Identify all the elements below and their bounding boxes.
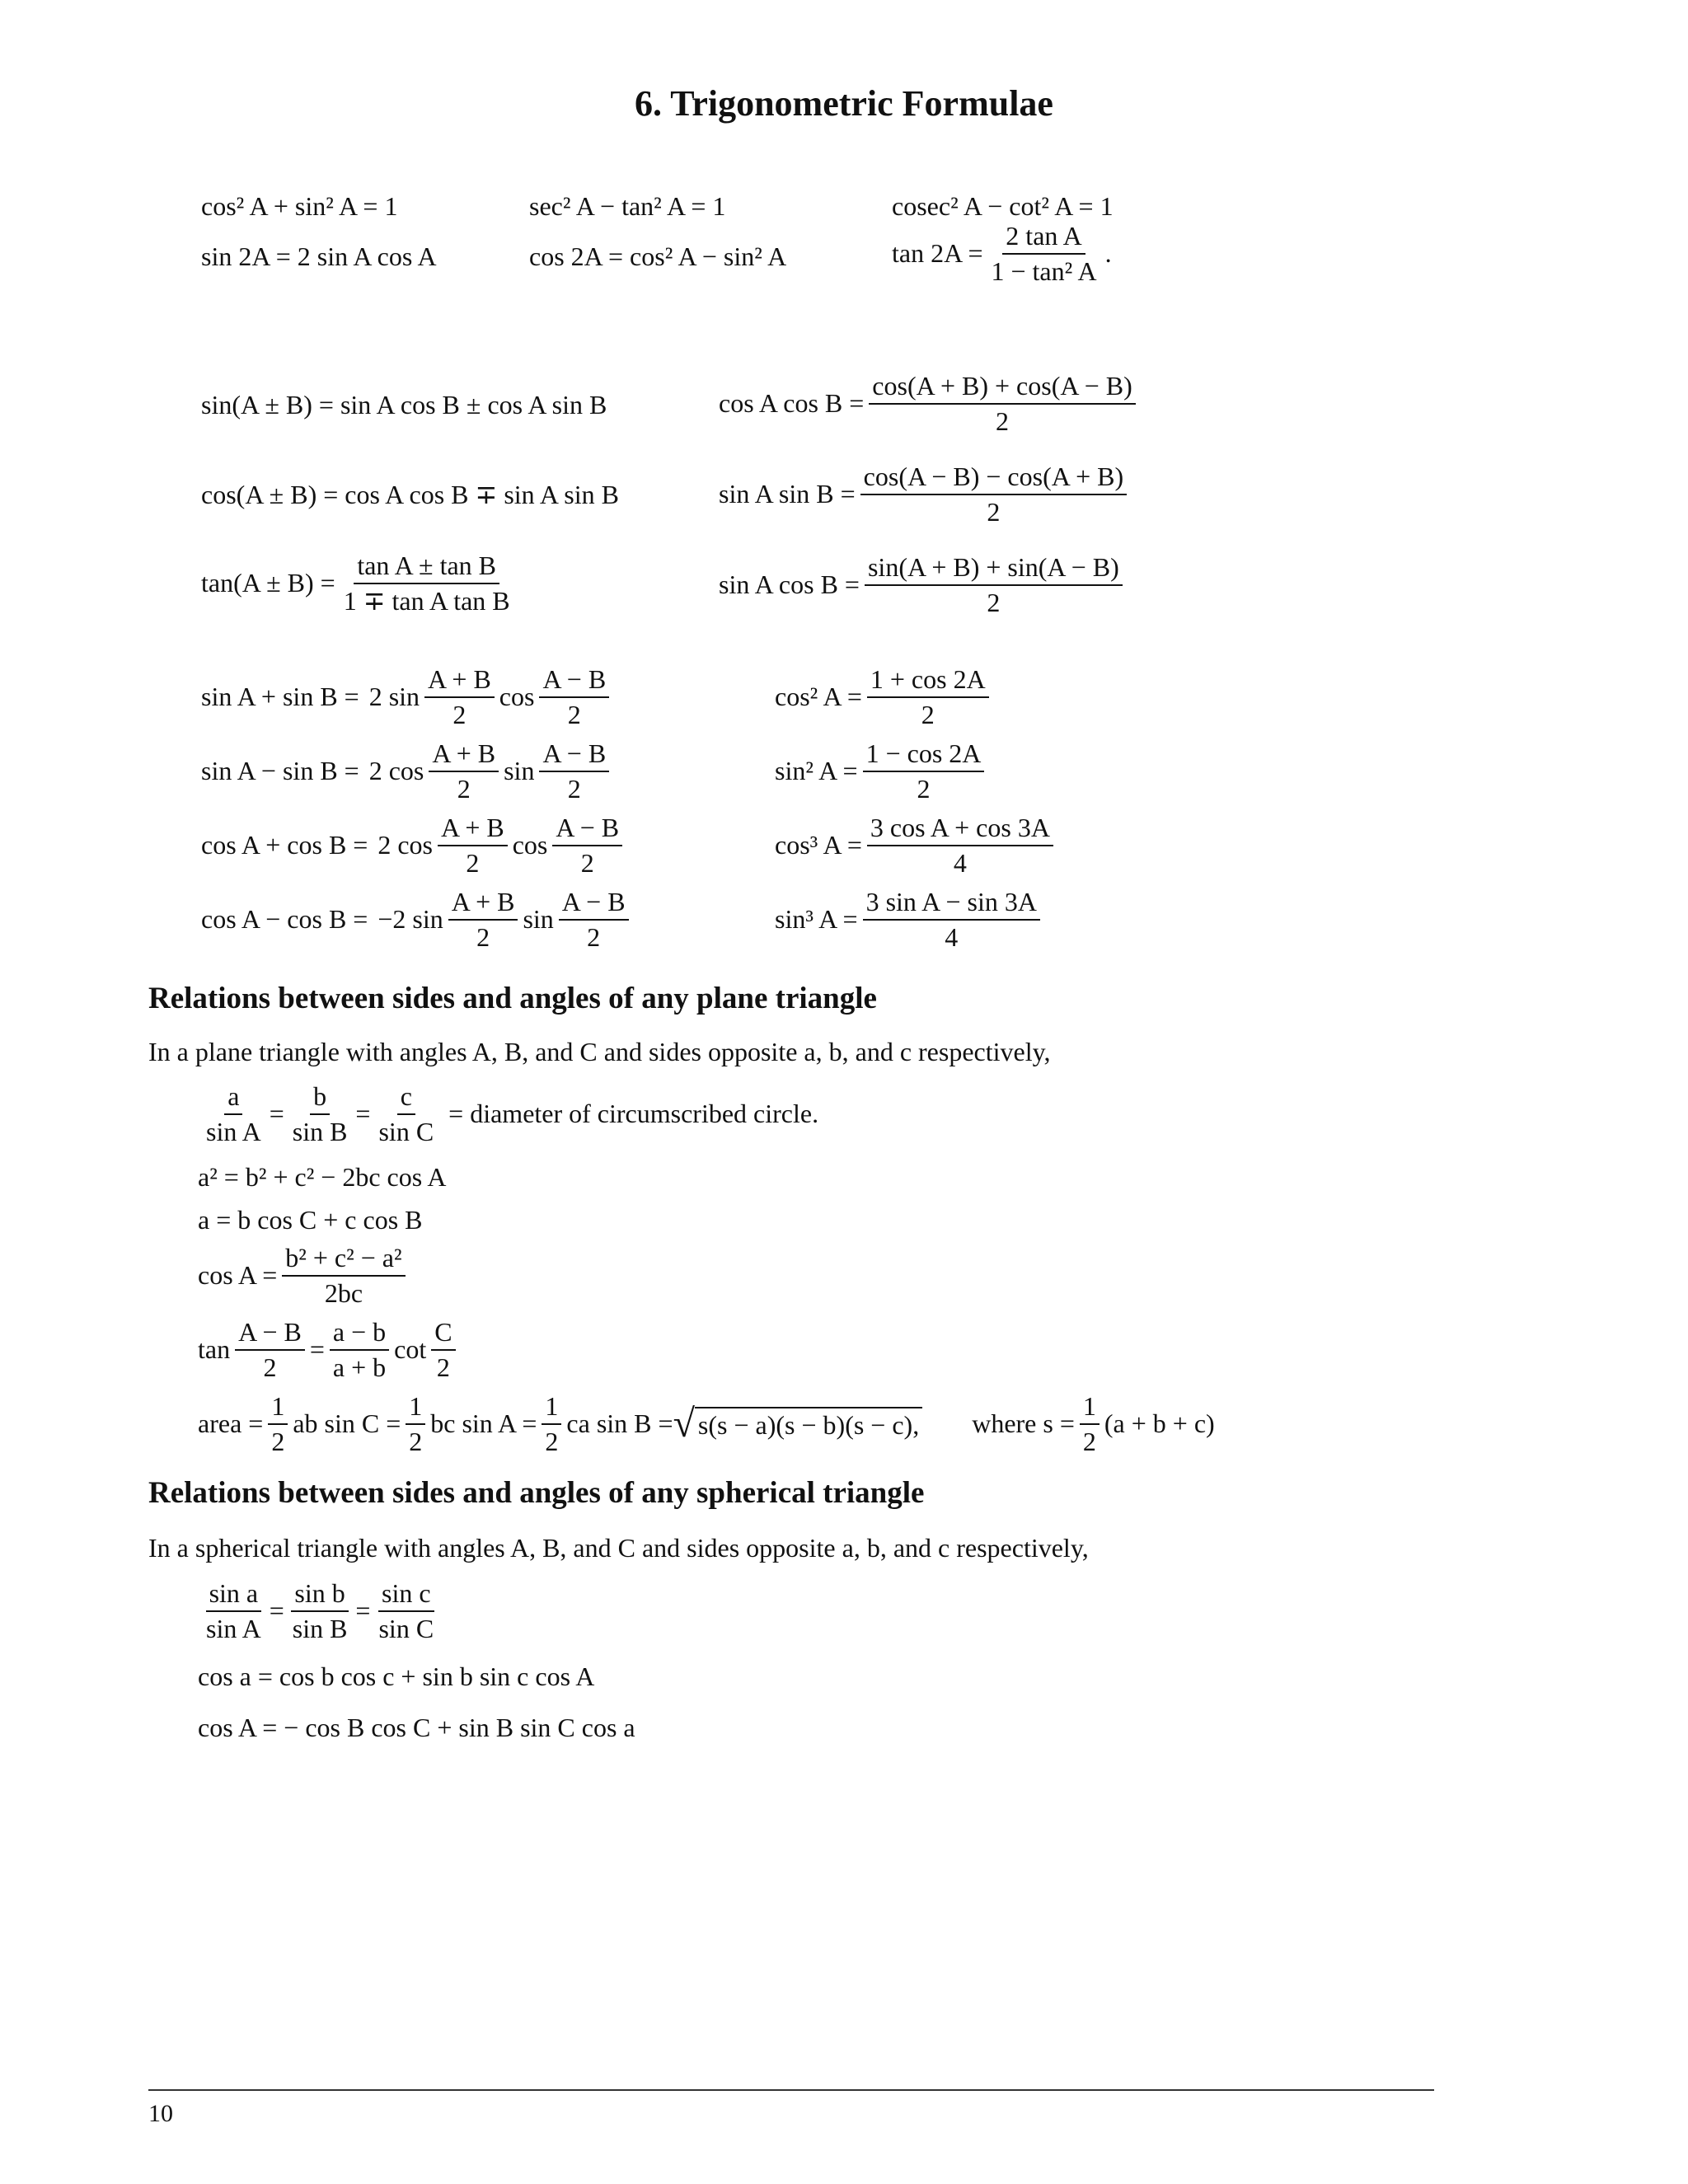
a-over-sinA — [203, 1081, 265, 1147]
power-formula — [775, 813, 1058, 879]
area-term-3: ca sin B = — [566, 1408, 673, 1439]
half-sum-fraction — [438, 813, 508, 879]
c-over-sinC — [375, 1081, 437, 1147]
sincos-numerator: sin(A + B) + sin(A − B) — [865, 552, 1123, 586]
half-sum-fraction — [424, 664, 495, 730]
half-sum-den: 2 — [452, 699, 467, 729]
half-num: 1 — [1080, 1391, 1100, 1425]
power-lhs: cos³ A = — [775, 830, 862, 860]
s2p-lhs: cos A + cos B = — [201, 830, 368, 860]
half-den: 2 — [271, 1426, 285, 1456]
s2p-coef: 2 cos — [377, 830, 433, 860]
power-den: 4 — [953, 847, 967, 878]
spherical-law-of-sines — [198, 1578, 442, 1644]
half-diff-fraction — [539, 738, 609, 804]
s2p-coef: 2 sin — [368, 682, 420, 712]
coscos-numerator: cos(A + B) + cos(A − B) — [869, 371, 1135, 405]
one-half — [542, 1391, 561, 1457]
half-diff-den: 2 — [567, 699, 581, 729]
sincos-fraction — [865, 552, 1123, 618]
sin-sum-formula: sin(A ± B) = sin A cos B ± cos A sin B — [201, 390, 607, 419]
half-den: 2 — [545, 1426, 559, 1456]
power-num: 3 cos A + cos 3A — [867, 813, 1053, 846]
cos-cos-product — [719, 371, 1141, 437]
power-fraction — [863, 887, 1040, 953]
cosA-den: 2bc — [324, 1277, 363, 1308]
where-label: where s = — [972, 1408, 1075, 1439]
sin-cos-product — [719, 552, 1128, 618]
power-fraction — [867, 664, 989, 730]
s2p-mid: cos — [512, 830, 548, 860]
sinsin-denominator: 2 — [987, 496, 1001, 527]
cosA-fraction — [282, 1243, 405, 1309]
sinsin-lhs: sin A sin B = — [719, 479, 856, 509]
coscos-fraction — [869, 371, 1135, 437]
half-den: 2 — [409, 1426, 423, 1456]
half-sum-den: 2 — [466, 847, 480, 878]
equals-sign: = — [355, 1099, 371, 1129]
tan-sum-fraction — [340, 551, 513, 616]
tan2a-denominator: 1 − tan² A — [991, 255, 1097, 286]
half-diff-num: A − B — [559, 887, 629, 921]
half-diff-angle — [235, 1317, 305, 1383]
halfC-num: C — [431, 1317, 455, 1351]
half-sum-fraction — [429, 738, 499, 804]
identity-cos2a: cos 2A = cos² A − sin² A — [529, 241, 787, 271]
law-of-tangents — [198, 1317, 461, 1383]
den-sinB: sin B — [292, 1116, 348, 1146]
power-den: 4 — [945, 921, 959, 952]
power-lhs: sin³ A = — [775, 904, 858, 935]
s2p-lhs: sin A + sin B = — [201, 682, 359, 712]
page-number: 10 — [148, 2100, 173, 2127]
power-den: 2 — [917, 773, 931, 804]
law-of-sines-tail: = diameter of circumscribed circle. — [448, 1099, 819, 1129]
half-sum-num: A + B — [429, 738, 499, 772]
plane-triangle-intro: In a plane triangle with angles A, B, and C and sides opposite a, b, and c respectively, — [148, 1037, 1051, 1066]
half-diff-den: 2 — [580, 847, 594, 878]
power-fraction — [867, 813, 1053, 879]
power-formula — [775, 738, 989, 804]
tan-sum-denominator: 1 ∓ tan A tan B — [343, 585, 510, 616]
identity-sin2a: sin 2A = 2 sin A cos A — [201, 241, 437, 271]
num-a: a — [224, 1081, 242, 1115]
half-sum-fraction — [448, 887, 518, 953]
tan2a-lhs: tan 2A = — [892, 238, 983, 269]
cot-label: cot — [394, 1334, 427, 1365]
halfC-den: 2 — [436, 1352, 450, 1382]
identity-tan2a — [892, 221, 1112, 287]
area-formula — [198, 1391, 1215, 1457]
tan2a-numerator: 2 tan A — [1002, 221, 1085, 255]
half-diff-num: A − B — [539, 738, 609, 772]
spherical-cos-angle: cos A = − cos B cos C + sin B sin C cos a — [198, 1713, 635, 1742]
s2p-coef: 2 cos — [368, 756, 424, 786]
footer-rule — [148, 2089, 1434, 2091]
side-ratio — [330, 1317, 389, 1383]
power-fraction — [863, 738, 985, 804]
b-over-sinB — [289, 1081, 351, 1147]
sinc-over-sinC — [375, 1578, 437, 1644]
num-c: c — [397, 1081, 415, 1115]
power-lhs: sin² A = — [775, 756, 858, 786]
one-half — [406, 1391, 425, 1457]
area-lhs: area = — [198, 1408, 264, 1439]
half-num: 1 — [268, 1391, 288, 1425]
num-sinc: sin c — [378, 1578, 434, 1612]
cosA-formula — [198, 1243, 410, 1309]
power-num: 1 + cos 2A — [867, 664, 989, 698]
cosA-num: b² + c² − a² — [282, 1243, 405, 1277]
half-sum-num: A + B — [448, 887, 518, 921]
sqrt-icon: √ — [673, 1402, 695, 1446]
half-diff-num: A − B — [539, 664, 609, 698]
equals-sign: = — [309, 1334, 325, 1365]
half-num: 1 — [542, 1391, 561, 1425]
half-sum-num: A + B — [438, 813, 508, 846]
sum-to-product-row — [201, 813, 627, 879]
identity-pythagorean: cos² A + sin² A = 1 — [201, 191, 398, 221]
identity-sec-tan: sec² A − tan² A = 1 — [529, 191, 726, 221]
s2p-mid: sin — [523, 904, 554, 935]
half-sum-den: 2 — [476, 921, 490, 952]
num-sinb: sin b — [291, 1578, 348, 1612]
sinsin-fraction — [860, 462, 1127, 527]
s2p-lhs: sin A − sin B = — [201, 756, 359, 786]
tan-sum-lhs: tan(A ± B) = — [201, 568, 335, 598]
tan-sum-numerator: tan A ± tan B — [354, 551, 499, 584]
one-half — [268, 1391, 288, 1457]
coscos-lhs: cos A cos B = — [719, 388, 865, 419]
semi-perimeter: (a + b + c) — [1104, 1408, 1215, 1439]
cosA-lhs: cos A = — [198, 1260, 278, 1291]
half-diff-fraction — [539, 664, 609, 730]
sum-to-product-row — [201, 887, 634, 953]
cos-sum-formula: cos(A ± B) = cos A cos B ∓ sin A sin B — [201, 480, 619, 509]
half-diff-den: 2 — [587, 921, 601, 952]
s2p-mid: sin — [504, 756, 535, 786]
den-sinA: sin A — [206, 1116, 261, 1146]
sum-to-product-row — [201, 738, 614, 804]
tan2a-fraction — [987, 221, 1100, 287]
spherical-triangle-heading: Relations between sides and angles of any spherical triangle — [148, 1476, 925, 1510]
spherical-triangle-intro: In a spherical triangle with angles A, B, and C and sides opposite a, b, and c respectively, — [148, 1533, 1089, 1563]
ratio-num: a − b — [330, 1317, 389, 1351]
projection-formula: a = b cos C + c cos B — [198, 1205, 423, 1235]
page-title: 6. Trigonometric Formulae — [635, 83, 1053, 124]
tan-num: A − B — [235, 1317, 305, 1351]
half-num: 1 — [406, 1391, 425, 1425]
law-of-sines — [198, 1081, 818, 1147]
half-sum-den: 2 — [457, 773, 471, 804]
s2p-coef: −2 sin — [377, 904, 443, 935]
tan-sum-formula — [201, 551, 518, 616]
equals-sign: = — [269, 1596, 284, 1626]
one-half — [1080, 1391, 1100, 1457]
law-of-cosines: a² = b² + c² − 2bc cos A — [198, 1162, 447, 1192]
sincos-lhs: sin A cos B = — [719, 569, 860, 600]
tan2a-period: . — [1104, 238, 1112, 269]
tan-label: tan — [198, 1334, 231, 1365]
tan-den: 2 — [263, 1352, 277, 1382]
half-diff-fraction — [552, 813, 622, 879]
half-diff-num: A − B — [552, 813, 622, 846]
sinsin-numerator: cos(A − B) − cos(A + B) — [860, 462, 1127, 495]
ratio-den: a + b — [332, 1352, 387, 1382]
den-sinA: sin A — [206, 1613, 261, 1643]
equals-sign: = — [269, 1099, 284, 1129]
sin-sin-product — [719, 462, 1132, 527]
sum-to-product-row — [201, 664, 614, 730]
power-formula — [775, 887, 1045, 953]
coscos-denominator: 2 — [996, 405, 1009, 436]
half-diff-fraction — [559, 887, 629, 953]
den-sinC: sin C — [378, 1116, 434, 1146]
power-den: 2 — [921, 699, 935, 729]
power-num: 3 sin A − sin 3A — [863, 887, 1040, 921]
num-sina: sin a — [206, 1578, 262, 1612]
den-sinB: sin B — [292, 1613, 348, 1643]
num-b: b — [310, 1081, 330, 1115]
plane-triangle-heading: Relations between sides and angles of any plane triangle — [148, 982, 877, 1015]
equals-sign: = — [355, 1596, 371, 1626]
power-num: 1 − cos 2A — [863, 738, 985, 772]
area-term-1: ab sin C = — [293, 1408, 401, 1439]
half-sum-num: A + B — [424, 664, 495, 698]
sina-over-sinA — [203, 1578, 265, 1644]
spherical-cos-side: cos a = cos b cos c + sin b sin c cos A — [198, 1661, 595, 1691]
identity-cosec-cot: cosec² A − cot² A = 1 — [892, 191, 1114, 221]
sinb-over-sinB — [289, 1578, 351, 1644]
power-formula — [775, 664, 994, 730]
sincos-denominator: 2 — [987, 587, 1001, 617]
half-diff-den: 2 — [567, 773, 581, 804]
s2p-lhs: cos A − cos B = — [201, 904, 368, 935]
half-C — [431, 1317, 455, 1383]
half-den: 2 — [1082, 1426, 1096, 1456]
power-lhs: cos² A = — [775, 682, 862, 712]
den-sinC: sin C — [378, 1613, 434, 1643]
sqrt-body: s(s − a)(s − b)(s − c), — [695, 1407, 922, 1441]
area-term-2: bc sin A = — [430, 1408, 537, 1439]
heron-sqrt — [673, 1401, 923, 1446]
s2p-mid: cos — [499, 682, 535, 712]
